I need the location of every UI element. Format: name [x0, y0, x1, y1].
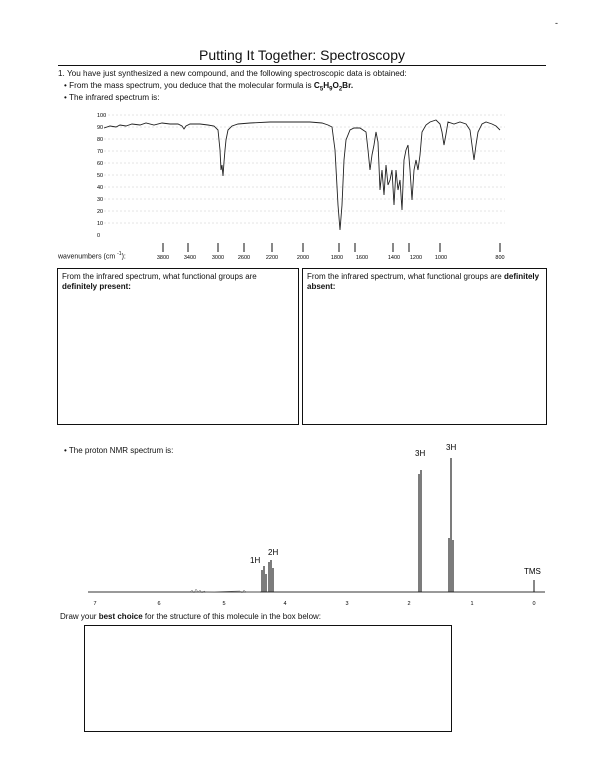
nmr-peak-2h: [269, 560, 273, 592]
ir-y-tick: 80: [97, 137, 104, 143]
ir-x-axis: [140, 240, 520, 262]
ir-x-tick: 1400: [387, 255, 401, 261]
nmr-spectrum-chart: [80, 440, 550, 612]
nmr-peak-label-tms: TMS: [524, 567, 541, 576]
ir-y-tick: 90: [97, 125, 104, 131]
ir-x-tick: 2200: [265, 255, 279, 261]
draw-instruction: Draw your best choice for the structure of this molecule in the box below:: [60, 612, 322, 621]
present-question: From the infrared spectrum, what functional groups are definitely present:: [62, 272, 257, 291]
ir-x-tick: 1200: [409, 255, 423, 261]
nmr-intro-text: The proton NMR spectrum is:: [68, 446, 174, 455]
nmr-x-tick: 2: [407, 601, 411, 607]
wavenumber-axis-label: wavenumbers (cm $^{-1}$):: [58, 251, 126, 261]
nmr-peak-label-3h: 3H: [446, 443, 457, 452]
ir-y-tick: 60: [97, 161, 104, 167]
functional-groups-absent-box[interactable]: [302, 268, 547, 425]
nmr-x-tick: 6: [157, 601, 161, 607]
ir-intro-text: The infrared spectrum is:: [68, 93, 160, 102]
ir-x-tick: 1800: [330, 255, 344, 261]
absent-question: From the infrared spectrum, what functional groups are definitely absent:: [307, 272, 540, 291]
ir-x-tick: 1600: [355, 255, 369, 261]
ir-y-tick: 10: [97, 221, 104, 227]
nmr-x-tick: 3: [345, 601, 349, 607]
ir-x-tick: 800: [495, 255, 505, 261]
ir-x-tick: 3400: [183, 255, 197, 261]
nmr-x-tick: 5: [222, 601, 226, 607]
ir-y-tick: 30: [97, 197, 104, 203]
bullet: •: [64, 93, 67, 102]
ir-x-tick: 3000: [211, 255, 225, 261]
ir-y-tick: 40: [97, 185, 104, 191]
nmr-peak-3h-b: [449, 458, 453, 592]
page-title: Putting It Together: Spectroscopy: [199, 47, 405, 63]
ir-x-tick: 2600: [237, 255, 251, 261]
mass-spec-text: From the mass spectrum, you deduce that the molecular formula is: [69, 81, 312, 90]
ir-y-tick: 100: [97, 113, 107, 119]
nmr-x-tick: 1: [470, 601, 474, 607]
bullet: •: [64, 81, 67, 90]
ir-x-tick: 3800: [156, 255, 170, 261]
nmr-peak-label-1h: 1H: [250, 556, 261, 565]
corner-mark: -: [555, 18, 558, 28]
ir-spectrum-chart: [90, 110, 510, 250]
title-divider: [58, 65, 546, 66]
question-1-prompt: 1. You have just synthesized a new compound, and the following spectroscopic data is obtained:: [58, 69, 407, 78]
nmr-x-tick: 0: [532, 601, 536, 607]
nmr-peak-3h-a: [419, 470, 421, 592]
ir-y-tick: 50: [97, 173, 104, 179]
ir-x-tick: 1000: [434, 255, 448, 261]
ir-y-tick: 20: [97, 209, 104, 215]
structure-drawing-box[interactable]: [84, 625, 452, 732]
functional-groups-present-box[interactable]: [57, 268, 299, 425]
ir-y-tick: 70: [97, 149, 104, 155]
nmr-peak-label-2h: 2H: [268, 548, 279, 557]
mass-spec-line: [64, 81, 353, 93]
nmr-peak-label-3h: 3H: [415, 449, 426, 458]
nmr-x-tick: 4: [283, 601, 287, 607]
nmr-x-tick: 7: [93, 601, 97, 607]
ir-y-tick: 0: [97, 233, 101, 239]
ir-gridlines: [104, 115, 505, 223]
molecular-formula: $C_5H_9O_2Br$.: [313, 81, 354, 93]
ir-x-tick: 2000: [296, 255, 310, 261]
bullet: •: [64, 446, 67, 455]
nmr-peak-1h: [262, 566, 266, 592]
ir-intro-line: [64, 93, 160, 102]
